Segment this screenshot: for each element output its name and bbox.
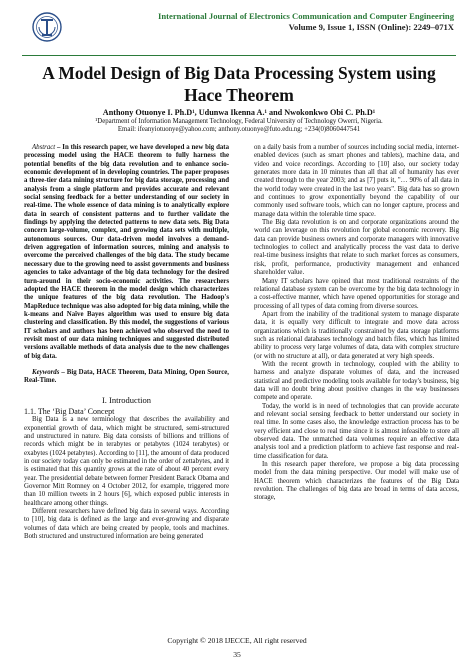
right-column	[254, 144, 459, 503]
left-column	[24, 144, 229, 541]
volume-issue: Volume 9, Issue 1, ISSN (Online): 2249–071X	[288, 22, 454, 32]
paragraph: Apart from the inability of the traditional system to manage disparate data, it is equally very difficult to integrate and move data across organizations which is traditionally constrained by data storage platforms such as relational databases technology and batch files, which has limited ability to process very large volumes of data, data with complex structure (or with no structure at all), or data generated at very high speeds.	[254, 310, 459, 360]
abstract-text: – In this research paper, we have developed a new big data processing model using the HACE theorem to fully harness the potential benefits of the big data revolution and to enhance socio-economic development of in developing countries. The paper proposes a three-tier data mining structure for big data storage, processing and analysis from a single platform and provides accurate and relevant social sensing feedback for a better understanding of our society in real-time. The whole essence of data mining is to analytically explore data in search of consistent patterns and to further validate the findings by applying the detected patterns to new data sets. Big Data concern large-volume, complex, and growing data sets with multiple, autonomous sources. Our data-driven model involves a demand-driven aggregation of information sources, mining and analysis to overcome the perceived challenges of the big data. The study became necessary due to the growing need to assist governments and business agencies to take advantage of the big data technology for the desired turn-around in their socio-economic activities. The researchers adopted the HACE theorem in the model design which characterizes the unique features of the big data revolution. The Hadoop's MapReduce technique was also adopted for big data mining, while the k-means and Naïve Bayes algorithm was used to ensure big data clustering and classification. By this model, the suggestions of various IT scholars and authors has been achieved who observed the need to revisit most of our data mining techniques and suggested distributed versions available methods of data analysis due to the new challenges of big data.	[24, 144, 229, 360]
paper-affiliation	[22, 118, 456, 135]
abstract-label: Abstract	[32, 144, 56, 151]
paragraph: With the recent growth in technology, coupled with the ability to harness and analyze disparate volumes of data, and the increased statistical and predictive modeling tools available for today's business, big data will no doubt bring about positive changes in the way businesses compete and operate.	[254, 360, 459, 402]
abstract	[24, 144, 229, 361]
header-divider	[22, 55, 456, 56]
keywords-text: – Big Data, HACE Theorem, Data Mining, Open Source, Real-Time.	[24, 368, 229, 385]
section-heading: I. Introduction	[101, 394, 152, 405]
email-text: Email: ifeanyiotuonye@yahoo.com; anthony.otuonye@futo.edu.ng; +234(0)8060447541	[117, 126, 361, 134]
journal-name: International Journal of Electronics Communication and Computer Engineering	[158, 11, 454, 21]
affiliation-text: ¹Department of Information Management Technology, Federal University of Technology Owerri, Nigeria.	[95, 118, 383, 125]
paragraph: on a daily basis from a number of sources including social media, internet-enabled devices (such as smart phones and tablets), machine data, and video and voice recordings. According to [10] also, our society today generates more data in 10 minutes than all that all of humanity has ever created through to the year 2003; and as [7] puts it, "… 90% of all data in the world today were created in the last two years". Big data has so grown and continues to grow exponentially beyond the capability of our commonly used software tools, which can no longer capture, process and manage data within the tolerable time space.	[254, 144, 459, 218]
paragraph: In this research paper therefore, we propose a big data processing model from the data mining perspective. Our model will make use of HACE theorem which characterizes the features of the Big Data revolution. The challenges of big data are broad in terms of data access, storage,	[254, 461, 459, 502]
subsection-heading: 1.1. The ‘Big Data’ Concept	[24, 406, 115, 416]
journal-logo-icon	[30, 11, 64, 51]
journal-header	[158, 11, 454, 33]
keywords-label: Keywords	[32, 368, 60, 376]
paper-authors: Anthony Otuonye I. Ph.D¹, Udunwa Ikenna A.¹ and Nwokonkwo Obi C. Ph.D¹	[102, 108, 376, 117]
paragraph: Many IT scholars have opined that most traditional restraints of the relational database system can be overcome by the big data technology in a cost-effective manner, which have opened opportunities for storage and processing of all types of data coming from diverse sources.	[254, 277, 459, 310]
copyright-footer: Copyright © 2018 IJECCE, All right reserved	[167, 636, 307, 645]
paragraph: Big Data is a new terminology that describes the availability and exponential growth of data, which might be structured, semi-structured and unstructured in nature. Big data consists of billions and trillions of records which might be in terabytes or petabytes (1024 terabytes) or exabytes (1024 petabytes). According to [11], the amount of data produced in our society today can only be estimated in the order of zettabytes, and it is estimated that this quantity grows at the rate of about 40 percent every year. The presidential debate between former President Barack Obama and Governor Mitt Romney on 4 October 2012, for example, triggered more than 10 million tweets in 2 hours [6], which exposed public interests in healthcare among other things.	[24, 416, 229, 507]
journal-logo	[30, 11, 64, 51]
paper-title: A Model Design of Big Data Processing System using Hace Theorem	[42, 63, 436, 105]
keywords	[24, 369, 229, 386]
paragraph: Today, the world is in need of technologies that can provide accurate and relevant social sensing feedback to better understand our society in real time. In some cases also, the knowledge extraction process has to be very efficient and close to real time since it is almost infeasible to store all observed data. The unmatched data volumes require an effective data analysis tool and a prediction platform to achieve fast response and real-time classification for data.	[254, 402, 459, 460]
paragraph: Different researchers have defined big data in several ways. According to [10], big data is defined as the large and ever-growing and disparate volumes of data which are being created by people, tools and machines. Both structured and unstructured information are being generated	[24, 508, 229, 541]
page-number: 35	[233, 650, 241, 659]
paragraph: The Big data revolution is on and corporate organizations around the world can leverage on this revolution for global economic recovery. Big data can provide business owners and corporate managers with innovative technologies to collect and analytically process the vast data to derive real-time business insights that relate to such market forces as consumers, risk, profit, performance, productivity management and enhanced shareholder value.	[254, 219, 459, 277]
